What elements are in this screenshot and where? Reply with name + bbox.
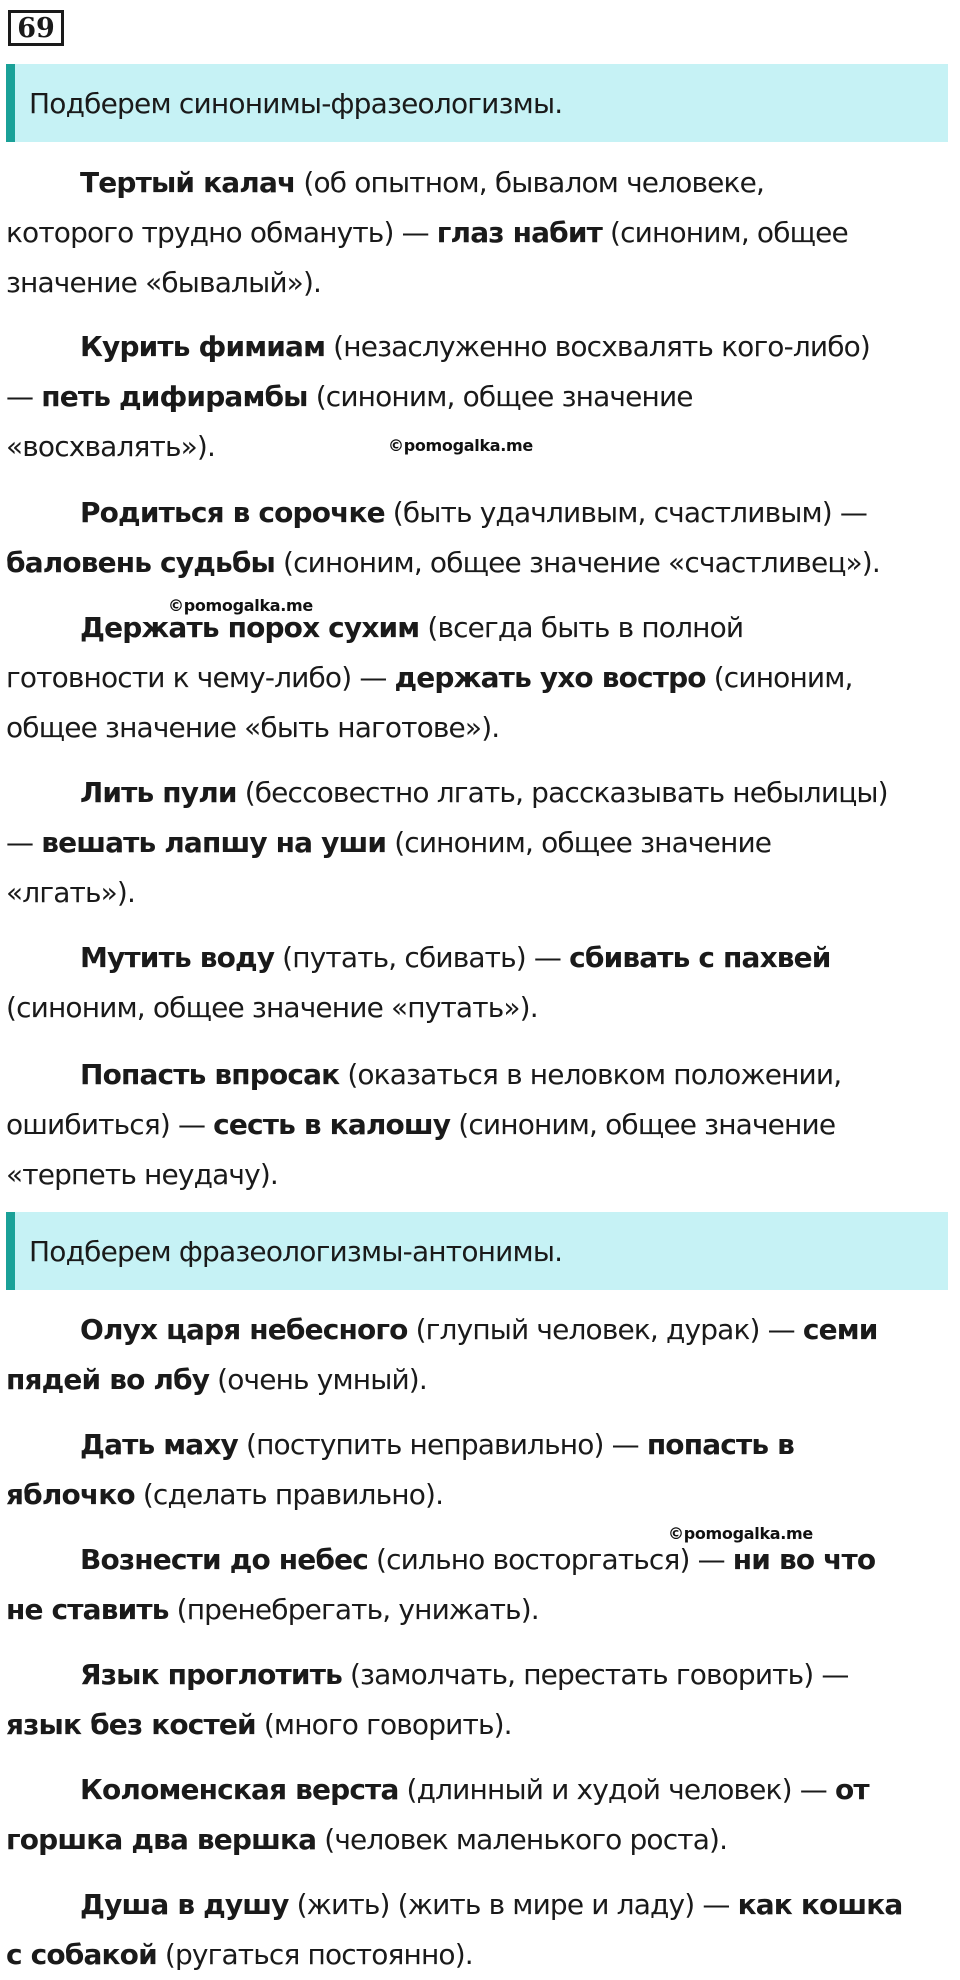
- exercise-number: 69: [8, 10, 64, 46]
- antonym-meaning: (много говорить).: [255, 1708, 512, 1741]
- phrase-meaning: (бессовестно лгать, рассказывать небылицы): [236, 776, 888, 809]
- watermark: ©pomogalka.me: [168, 596, 313, 615]
- phrase: Попасть впросак: [80, 1058, 340, 1091]
- synonym-meaning: (синоним, общее значение: [386, 826, 772, 859]
- phrase-meaning: (жить) (жить в мире и ладу) —: [288, 1888, 738, 1921]
- phrase-meaning: (длинный и худой человек) —: [398, 1773, 835, 1806]
- phrase-meaning: (всегда быть в полной: [419, 611, 744, 644]
- synonym-phrase: баловень судьбы: [6, 546, 275, 579]
- synonym-phrase: держать ухо востро: [394, 661, 706, 694]
- antonym-phrase: яблочко: [6, 1478, 135, 1511]
- phrase-meaning: (сильно восторгаться) —: [368, 1543, 733, 1576]
- phrase: Дать маху: [80, 1428, 238, 1461]
- synonym-meaning: «терпеть неудачу).: [6, 1158, 278, 1191]
- antonym-phrase: пядей во лбу: [6, 1363, 210, 1396]
- synonym-meaning: (синоним, общее значение: [450, 1108, 836, 1141]
- paragraph-synonym-3: [6, 488, 950, 588]
- watermark: ©pomogalka.me: [668, 1524, 813, 1543]
- phrase: Мутить воду: [80, 941, 275, 974]
- phrase: Родиться в сорочке: [80, 496, 385, 529]
- phrase-meaning: (об опытном, бывалом человеке,: [295, 166, 765, 199]
- synonym-meaning: (синоним, общее значение «путать»).: [6, 991, 538, 1024]
- synonym-meaning: «лгать»).: [6, 876, 136, 909]
- paragraph-antonym-5: [6, 1765, 950, 1865]
- phrase-meaning: (оказаться в неловком положении,: [339, 1058, 842, 1091]
- phrase-meaning: (глупый человек, дурак) —: [407, 1313, 803, 1346]
- antonym-phrase: от: [834, 1773, 869, 1806]
- dash: —: [6, 826, 42, 859]
- synonym-meaning: (синоним, общее значение: [307, 380, 693, 413]
- phrase: Язык проглотить: [80, 1658, 342, 1691]
- paragraph-synonym-7: [6, 1050, 950, 1200]
- phrase: Курить фимиам: [80, 330, 326, 363]
- synonym-phrase: петь дифирамбы: [41, 380, 308, 413]
- synonym-phrase: сесть в калошу: [213, 1108, 451, 1141]
- phrase-meaning: (быть удачливым, счастливым) —: [384, 496, 868, 529]
- antonym-phrase: попасть в: [646, 1428, 794, 1461]
- phrase: Коломенская верста: [80, 1773, 399, 1806]
- paragraph-antonym-2: [6, 1420, 950, 1520]
- antonym-meaning: (сделать правильно).: [134, 1478, 444, 1511]
- synonym-phrase: глаз набит: [436, 216, 602, 249]
- antonym-meaning: (пренебрегать, унижать).: [168, 1593, 539, 1626]
- synonym-meaning: «восхвалять»).: [6, 430, 215, 463]
- phrase: Душа в душу: [80, 1888, 289, 1921]
- paragraph-antonym-3: [6, 1535, 950, 1635]
- phrase-meaning: которого трудно обмануть) —: [6, 216, 437, 249]
- phrase: Вознести до небес: [80, 1543, 368, 1576]
- antonym-meaning: (ругаться постоянно).: [156, 1938, 473, 1971]
- phrase: Олух царя небесного: [80, 1313, 408, 1346]
- phrase-meaning: (поступить неправильно) —: [237, 1428, 647, 1461]
- synonym-phrase: вешать лапшу на уши: [41, 826, 387, 859]
- phrase-meaning: (незаслуженно восхвалять кого-либо): [325, 330, 871, 363]
- synonym-meaning: (синоним,: [705, 661, 853, 694]
- phrase: Держать порох сухим: [80, 611, 420, 644]
- watermark: ©pomogalka.me: [388, 436, 533, 455]
- paragraph-antonym-6: [6, 1880, 950, 1980]
- antonym-phrase: с собакой: [6, 1938, 157, 1971]
- synonym-meaning: общее значение «быть наготове»).: [6, 711, 500, 744]
- antonym-meaning: (очень умный).: [209, 1363, 427, 1396]
- antonym-phrase: не ставить: [6, 1593, 169, 1626]
- paragraph-synonym-1: [6, 158, 950, 308]
- section-heading-antonyms: Подберем фразеологизмы-антонимы.: [6, 1212, 948, 1290]
- paragraph-antonym-4: [6, 1650, 950, 1750]
- synonym-meaning: значение «бывалый»).: [6, 266, 322, 299]
- antonym-phrase: как кошка: [737, 1888, 903, 1921]
- paragraph-antonym-1: [6, 1305, 950, 1405]
- phrase-meaning: (путать, сбивать) —: [274, 941, 570, 974]
- paragraph-synonym-4: [6, 603, 950, 753]
- antonym-phrase: ни во что: [732, 1543, 876, 1576]
- antonym-phrase: горшка два вершка: [6, 1823, 317, 1856]
- phrase-meaning: ошибиться) —: [6, 1108, 214, 1141]
- section-heading-synonyms: Подберем синонимы-фразеологизмы.: [6, 64, 948, 142]
- paragraph-synonym-5: [6, 768, 950, 918]
- synonym-meaning: (синоним, общее: [601, 216, 848, 249]
- synonym-phrase: сбивать с пахвей: [569, 941, 831, 974]
- phrase-meaning: (замолчать, перестать говорить) —: [341, 1658, 849, 1691]
- antonym-phrase: язык без костей: [6, 1708, 256, 1741]
- phrase: Лить пули: [80, 776, 237, 809]
- phrase: Тертый калач: [80, 166, 296, 199]
- antonym-meaning: (человек маленького роста).: [316, 1823, 728, 1856]
- antonym-phrase: семи: [802, 1313, 878, 1346]
- paragraph-synonym-6: [6, 933, 950, 1033]
- synonym-meaning: (синоним, общее значение «счастливец»).: [275, 546, 880, 579]
- phrase-meaning: готовности к чему-либо) —: [6, 661, 395, 694]
- dash: —: [6, 380, 42, 413]
